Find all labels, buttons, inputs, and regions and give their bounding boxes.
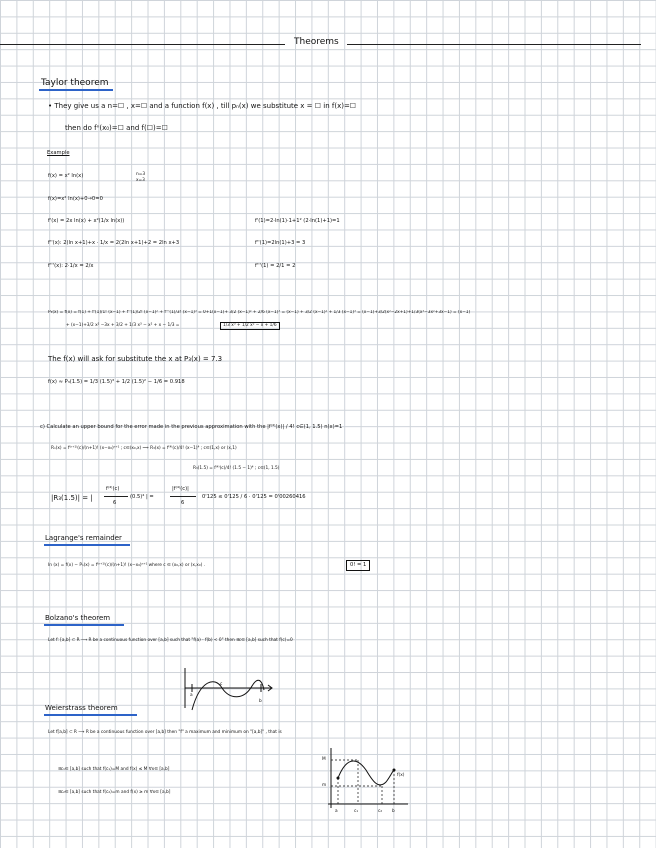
bolzano-statement: Let f: [a,b] ⊂ R ⟶ R be a continuous function over [a,b] such that "f(a) · f(b) < 0" then ∃c∈ [a,b] such that f(c)=0 xyxy=(48,638,293,643)
upper-bound-question: c) Calculate an upper bound for the error made in the previous approximation with the |f⁽⁴⁾(x)| / 4! c∈(1, 1.5) n(x)=1 xyxy=(40,424,343,430)
example-f2: f''(x): 2(ln x+1)+x · 1/x = 2(2ln x+1)+2 = 2ln x+3 xyxy=(48,240,180,246)
weierstrass-max-line: ∃c₁∈ [a,b] such that f(c₁)=M and f(x) ≤ M ∀x∈ [a,b] xyxy=(58,767,170,772)
bolzano-graph-label-a: a xyxy=(190,693,193,698)
weierstrass-graph-label-M: M xyxy=(322,757,326,762)
bound-fraction2-bottom: 6 xyxy=(181,500,185,506)
title-rule-left xyxy=(0,44,285,45)
weierstrass-graph-label-m: m xyxy=(322,783,327,788)
estimate-text: The f(x) will ask for substitute the x at P₃(x) = 7.3 xyxy=(48,355,223,363)
example-f0: f(x)=x² ln(x)+0→0=0 xyxy=(48,196,103,202)
weierstrass-graph-label-a: a xyxy=(335,809,338,814)
page-title: Theorems xyxy=(294,37,339,47)
bolzano-graph-label-c: c xyxy=(220,682,223,687)
example-f3-result: f'''(1) = 2/1 = 2 xyxy=(255,263,296,269)
weierstrass-graph-label-c1: c₁ xyxy=(354,809,359,814)
weierstrass-heading-underline xyxy=(44,714,137,716)
bolzano-heading: Bolzano's theorem xyxy=(45,614,111,622)
weierstrass-graph-label-c2: c₂ xyxy=(378,809,383,814)
title-rule-right xyxy=(347,44,641,45)
taylor-intro-line-2: then do fⁿ(x₀)=☐ and f(☐)=☐ xyxy=(65,124,168,132)
bolzano-graph-label-b: b xyxy=(259,699,262,704)
weierstrass-graph-label-fx: f(x) xyxy=(397,773,405,778)
bound-fraction2-top: |f⁽⁴⁾(c)| xyxy=(172,486,189,492)
weierstrass-heading: Weierstrass theorem xyxy=(45,704,118,712)
taylor-polynomial-line-1: P₃(x) = f(x) = f(1) + f'(1)/1! (x−1) + f''(1)/2! (x−1)² + f'''(1)/3! (x−1)³ = 0+1(x−1)+ 3/2 (x−1)² + 2/6 (x−1)³ = (x−1) + 3/2 (x−1)² + 1/3 (x−1)³ = (x−1)+3/2(x²−2x+1)+1/3(x³−3x²+3x−1) = (x−1) xyxy=(48,310,471,315)
taylor-intro-line-1: • They give us a n=☐ , x=☐ and a function f(x) , till pₙ(x) we substitute x = ☐ in f(x)=☐ xyxy=(48,102,357,110)
lagrange-heading: Lagrange's remainder xyxy=(45,534,122,542)
example-f1-result: f'(1)=2·ln(1)·1+1² (2·ln(1)+1)=1 xyxy=(255,218,340,224)
remainder-line-2: R₃(1.5) = f⁽⁴⁾(c)/4! (1.5 − 1)⁴ ; c∈(1, 1.5) xyxy=(193,466,280,471)
lagrange-heading-underline xyxy=(44,544,130,546)
bound-lhs: |R₃(1.5)| = | xyxy=(51,494,93,502)
example-conditions: n=3 x=3 xyxy=(136,172,146,183)
taylor-polynomial-line-2: + (x−1)+3/2 x² −3x + 3/2 + 1/3 x³ − x² + x − 1/3 = xyxy=(66,323,180,328)
bound-fraction-top: f⁽⁴⁾(c) xyxy=(106,486,120,492)
bound-fraction-bar xyxy=(104,496,128,497)
remainder-line-1: Rₙ(x) = f⁽ⁿ⁺¹⁾(c)/(n+1)! (x−x₀)ⁿ⁺¹ ; c∈(x₀,x) ⟹ R₃(x) = f⁽⁴⁾(c)/4! (x−1)⁴ ; c∈(1,x) or (x,1) xyxy=(51,446,237,451)
example-f3: f'''(x): 2·1/x = 2/x xyxy=(48,263,94,269)
weierstrass-graph-label-b: b xyxy=(392,809,395,814)
weierstrass-statement: Let f[a,b] ⊂ R ⟶ R be a continuous function over [a,b] then "f" a maximum and minimum on "[a,b]" , that is xyxy=(48,730,282,735)
bound-fraction-bottom: 6 xyxy=(113,500,117,506)
bound-fraction2-bar xyxy=(170,496,196,497)
lagrange-formula: In (x) = f(x) − Pₙ(x) = f⁽ⁿ⁺¹⁾(c)/(n+1)! (x−x₀)ⁿ⁺¹ where c ∈ (x₀,x) or (x,x₀) . xyxy=(48,563,205,568)
taylor-heading-underline xyxy=(39,89,113,91)
bound-result: 0'125 ≤ 0'125 / 6 · 0'125 = 0'00260416 xyxy=(202,494,306,500)
example-f2-result: f''(1)=2ln(1)+3 = 3 xyxy=(255,240,306,246)
example-label: Example xyxy=(47,150,70,156)
example-function: f(x) = x² ln(x) xyxy=(48,173,84,179)
bound-middle: (0.5)⁴ | = xyxy=(130,494,154,500)
weierstrass-min-line: ∃c₂∈ [a,b] such that f(c₂)=m and f(x) ≥ m ∀x∈ [a,b] xyxy=(58,790,171,795)
taylor-polynomial-boxed: 1/3 x³ + 1/2 x² − x + 1/6 xyxy=(220,322,280,330)
example-f1: f'(x) = 2x ln(x) + x²(1/x ln(x)) xyxy=(48,218,125,224)
estimate-calculation: f(x) ≈ P₃(1.5) = 1/3 (1.5)³ + 1/2 (1.5)² − 1/6 = 0.918 xyxy=(48,379,185,385)
taylor-heading: Taylor theorem xyxy=(41,78,109,88)
lagrange-boxed-note: 0! = 1 xyxy=(346,560,370,571)
bolzano-heading-underline xyxy=(44,624,124,626)
